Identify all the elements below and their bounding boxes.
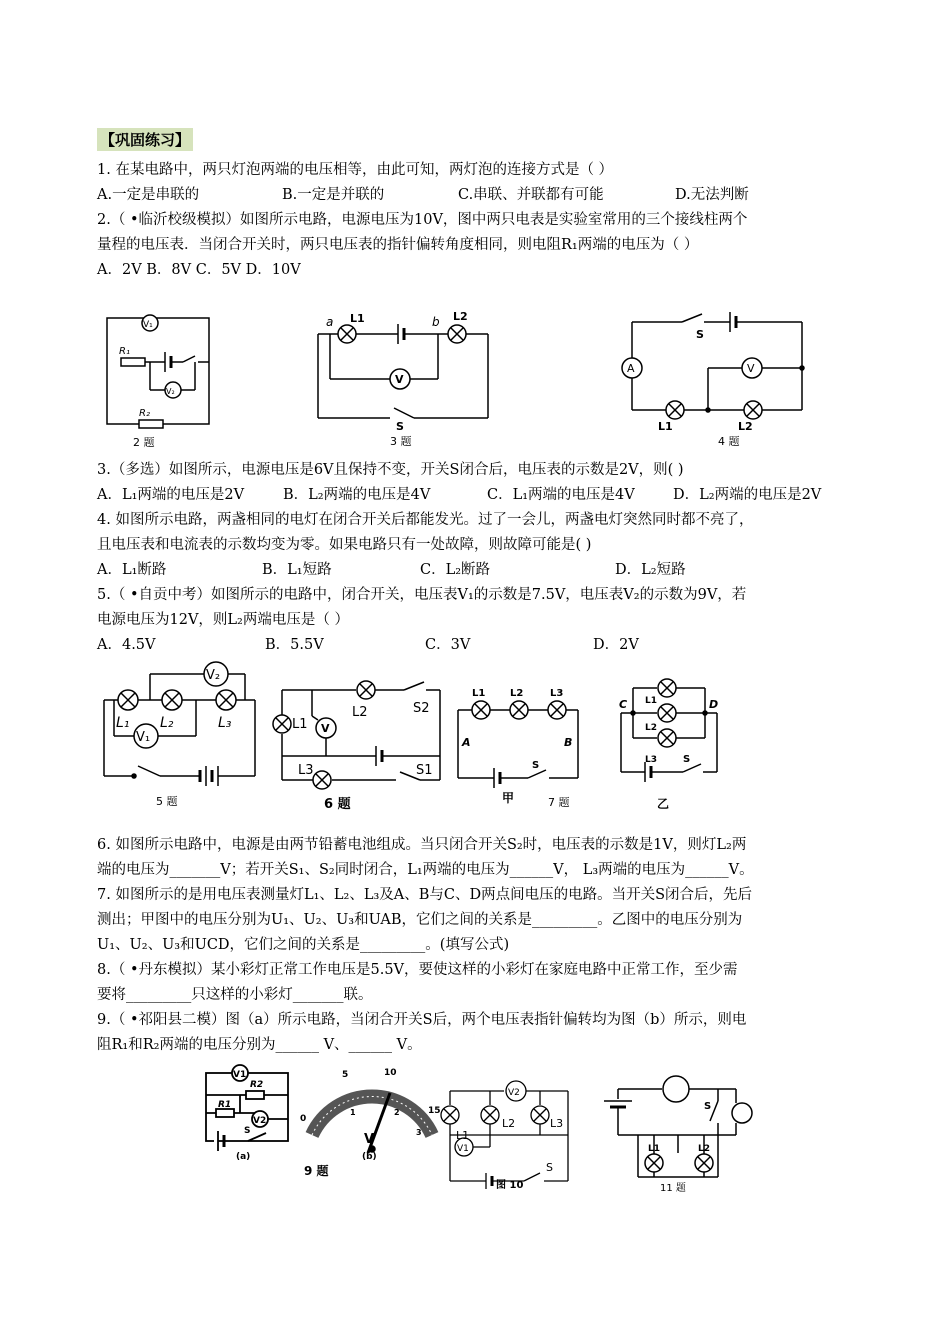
q1-option-c: C.串联、并联都有可能	[458, 187, 604, 203]
q4-option-d: D．L₂短路	[615, 562, 686, 578]
figure-5-circuit	[100, 660, 265, 810]
figure-9b-voltmeter	[300, 1063, 445, 1188]
q3-option-c: C．L₁两端的电压是4V	[487, 487, 635, 503]
fig7b-s-label: S	[683, 754, 691, 765]
fig10-v2-label: V2	[508, 1088, 520, 1098]
section-title: 【巩固练习】	[97, 128, 193, 151]
fig9-v1-label: V1	[233, 1070, 247, 1080]
fig2-caption: 2 题	[133, 436, 155, 449]
fig7a-caption: 甲	[502, 791, 515, 805]
fig11-caption: 11 题	[660, 1183, 686, 1194]
q1-option-b: B.一定是并联的	[282, 187, 385, 203]
fig3-l1-label: L1	[350, 312, 365, 325]
q4-option-c: C．L₂断路	[420, 562, 491, 578]
q5-option-d: D．2V	[593, 637, 639, 653]
q9-line-2: 阻R₁和R₂两端的电压分别为______ V、______ V。	[97, 1037, 422, 1053]
q4-option-b: B．L₁短路	[262, 562, 332, 578]
figure-9a-circuit	[200, 1063, 295, 1163]
fig9-scale-15: 15	[428, 1106, 441, 1116]
fig7a-l2-label: L2	[510, 688, 524, 699]
q5-option-b: B．5.5V	[265, 637, 324, 653]
fig9-b-label: (b)	[362, 1152, 377, 1162]
fig9-scale-0: 0	[300, 1114, 307, 1124]
fig4-caption: 4 题	[718, 435, 740, 448]
fig7b-caption: 乙	[657, 797, 670, 811]
q3-option-a: A．L₁两端的电压是2V	[97, 487, 245, 503]
fig6-caption: 6 题	[324, 797, 351, 812]
figure-11-circuit	[598, 1073, 758, 1193]
q7-line-3: U₁、U₂、U₃和UCD，它们之间的关系是_________。(填写公式)	[97, 937, 510, 953]
figure-6-circuit	[268, 676, 448, 826]
fig6-l1-label: L1	[292, 717, 308, 732]
q5-option-a: A．4.5V	[97, 637, 156, 653]
fig9-scale-1: 1	[350, 1108, 356, 1117]
q5-stem-1: 5.（ •自贡中考）如图所示的电路中，闭合开关，电压表V₁的示数是7.5V，电压表V₂的示数为9V，若	[97, 587, 747, 603]
q7-line-1: 7. 如图所示的是用电压表测量灯L₁、L₂、L₃及A、B与C、D两点间电压的电路。当开关S闭合后，先后	[97, 887, 753, 903]
fig3-v-label: V	[395, 373, 404, 386]
fig6-v-label: V	[321, 722, 330, 735]
q5-stem-2: 电源电压为12V，则L₂两端电压是（ ）	[97, 612, 349, 628]
fig9-r1-label: R1	[218, 1100, 232, 1110]
q5-option-c: C．3V	[425, 637, 471, 653]
fig2-v1-label: V₁	[143, 320, 153, 330]
figure-3-circuit	[310, 312, 500, 447]
fig5-v1-label: V₁	[136, 730, 151, 745]
fig9-s-label: S	[244, 1126, 251, 1136]
fig3-l2-label: L2	[453, 310, 468, 323]
fig6-l2-label: L2	[352, 705, 368, 720]
q9-line-1: 9.（ •祁阳县二模）图（a）所示电路，当闭合开关S后，两个电压表指针偏转均为图（b）所示，则电	[97, 1012, 747, 1028]
fig4-v-label: V	[747, 362, 755, 375]
fig6-s1-label: S1	[416, 763, 433, 778]
q1-stem: 1. 在某电路中，两只灯泡两端的电压相等，由此可知，两灯泡的连接方式是（ ）	[97, 162, 614, 178]
figure-7b-circuit	[617, 672, 727, 812]
fig4-l2-label: L2	[738, 420, 753, 433]
fig3-s-label: S	[396, 420, 404, 433]
fig9-caption: 9 题	[304, 1164, 329, 1178]
figure-4-circuit	[622, 312, 812, 447]
fig9-v2-label: V2	[253, 1116, 267, 1126]
q3-option-b: B．L₂两端的电压是4V	[283, 487, 431, 503]
fig6-l3-label: L3	[298, 763, 314, 778]
fig9-r2-label: R2	[250, 1080, 264, 1090]
fig5-l3-label: L₃	[218, 715, 232, 731]
fig11-l2-label: L2	[698, 1144, 710, 1154]
figure-10-circuit	[440, 1075, 575, 1190]
fig5-caption: 5 题	[156, 795, 178, 808]
q1-option-d: D.无法判断	[675, 187, 749, 203]
fig10-v1-label: V1	[457, 1144, 469, 1154]
fig3-caption: 3 题	[390, 435, 412, 448]
figure-7a-circuit	[454, 684, 584, 814]
fig7b-d-label: D	[709, 698, 719, 711]
q6-line-1: 6. 如图所示电路中，电源是由两节铅蓄电池组成。当只闭合开关S₂时，电压表的示数是1V，则灯L₂两	[97, 837, 747, 853]
fig5-l1-label: L₁	[116, 715, 130, 731]
fig10-caption: 图 10	[496, 1180, 524, 1191]
fig6-s2-label: S2	[413, 701, 430, 716]
fig7a-l3-label: L3	[550, 688, 564, 699]
fig7a-s-label: S	[532, 760, 540, 771]
fig9-v-label: V	[364, 1132, 375, 1147]
fig11-s-label: S	[704, 1101, 712, 1112]
fig10-s-label: S	[546, 1161, 553, 1174]
fig5-v2-label: V₂	[206, 668, 221, 683]
q4-stem-1: 4. 如图所示电路，两盏相同的电灯在闭合开关后都能发光。过了一会儿，两盏电灯突然同时都不亮了，	[97, 512, 754, 528]
fig7a-b-label: B	[564, 736, 573, 749]
fig9-scale-10: 10	[384, 1068, 397, 1078]
q2-options: A．2V B．8V C．5V D．10V	[97, 262, 301, 278]
fig10-l3-label: L3	[550, 1117, 564, 1130]
fig9-scale-5: 5	[342, 1070, 349, 1080]
q2-stem-1: 2.（ •临沂校级模拟）如图所示电路，电源电压为10V，图中两只电表是实验室常用的三个接线柱两个	[97, 212, 748, 228]
fig7b-l3-label: L3	[645, 755, 657, 765]
fig11-l1-label: L1	[648, 1144, 660, 1154]
figure-2-circuit	[103, 314, 213, 449]
q2-stem-2: 量程的电压表．当闭合开关时，两只电压表的指针偏转角度相同，则电阻R₁两端的电压为（ ）	[97, 237, 699, 253]
q7-line-2: 测出；甲图中的电压分别为U₁、U₂、U₃和UAB，它们之间的关系是_________。乙图中的电压分别为	[97, 912, 743, 928]
fig10-l1-label: L1	[456, 1129, 470, 1142]
fig3-b-label: b	[432, 315, 440, 329]
fig4-l1-label: L1	[658, 420, 673, 433]
fig9-scale-2: 2	[394, 1108, 400, 1117]
fig2-r2-label: R₂	[139, 408, 150, 419]
fig4-a-label: A	[627, 362, 635, 375]
fig7b-l1-label: L1	[645, 696, 657, 706]
fig7a-l1-label: L1	[472, 688, 486, 699]
q8-line-1: 8.（ •丹东模拟）某小彩灯正常工作电压是5.5V，要使这样的小彩灯在家庭电路中正常工作，至少需	[97, 962, 738, 978]
fig7-caption: 7 题	[548, 796, 570, 809]
fig4-s-label: S	[696, 328, 704, 341]
q8-line-2: 要将_________只这样的小彩灯_______联。	[97, 987, 373, 1003]
q6-line-2: 端的电压为_______V；若开关S₁、S₂同时闭合，L₁两端的电压为______V， L₃两端的电压为______V。	[97, 862, 754, 878]
fig7b-c-label: C	[619, 698, 628, 711]
q4-stem-2: 且电压表和电流表的示数均变为零。如果电路只有一处故障，则故障可能是( )	[97, 537, 592, 553]
fig2-r1-label: R₁	[119, 346, 130, 357]
q3-stem: 3.（多选）如图所示，电源电压是6V且保持不变，开关S闭合后，电压表的示数是2V，则( )	[97, 462, 684, 478]
q1-option-a: A.一定是串联的	[97, 187, 200, 203]
fig10-l2-label: L2	[502, 1117, 516, 1130]
fig9-a-label: (a)	[236, 1152, 251, 1162]
fig3-a-label: a	[326, 315, 334, 329]
fig2-v2-label: V₂	[166, 387, 175, 396]
q3-option-d: D．L₂两端的电压是2V	[673, 487, 822, 503]
fig9-scale-3: 3	[416, 1128, 422, 1137]
fig7a-a-label: A	[462, 736, 471, 749]
fig7b-l2-label: L2	[645, 723, 657, 733]
q4-option-a: A．L₁断路	[97, 562, 167, 578]
fig5-l2-label: L₂	[160, 715, 174, 731]
